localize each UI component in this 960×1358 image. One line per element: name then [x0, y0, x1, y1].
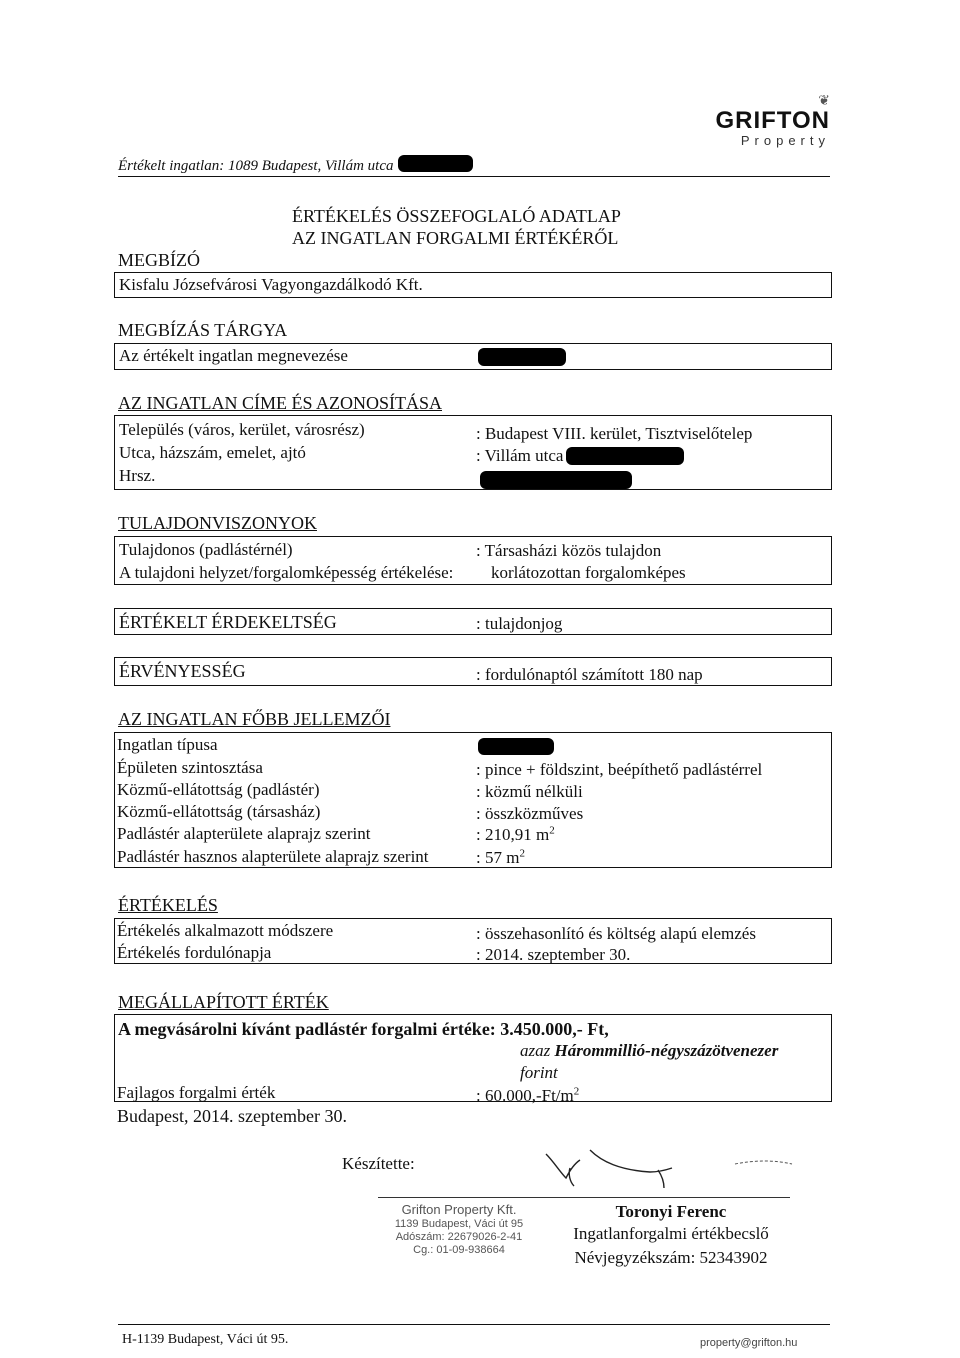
stamp-address: 1139 Budapest, Váci út 95 — [394, 1218, 524, 1230]
document-date: Budapest, 2014. szeptember 30. — [117, 1106, 347, 1126]
jellemzo-row-2-value: : pince + földszint, beépíthető padlástérrel — [476, 760, 763, 779]
megallapitott-words: azaz Hárommillió-négyszázötvenezer — [520, 1041, 779, 1060]
section-tulajdon: TULAJDONVISZONYOK — [118, 513, 317, 533]
section-jellemzok: AZ INGATLAN FŐBB JELLEMZŐI — [118, 709, 391, 729]
redaction-bar — [480, 471, 632, 489]
ervenyesseg-label: ÉRVÉNYESSÉG — [119, 661, 246, 681]
redaction-bar — [398, 155, 473, 172]
cim-row-2-label: Utca, házszám, emelet, ajtó — [119, 443, 306, 462]
signer-name: Toronyi Ferenc — [615, 1202, 727, 1221]
signer-registration: Névjegyzékszám: 52343902 — [574, 1248, 768, 1267]
cim-row-3-label: Hrsz. — [119, 466, 156, 485]
section-megallapitott: MEGÁLLAPÍTOTT ÉRTÉK — [118, 992, 329, 1012]
tulajdon-row-1-value: : Társasházi közös tulajdon — [476, 541, 662, 560]
ertekeles-row-2-value: : 2014. szeptember 30. — [476, 945, 631, 964]
section-cim: AZ INGATLAN CÍME ÉS AZONOSÍTÁSA — [118, 393, 442, 413]
megallapitott-forint: forint — [520, 1063, 558, 1082]
megallapitott-main: A megvásárolni kívánt padlástér forgalmi értéke: 3.450.000,- Ft, — [118, 1019, 609, 1039]
section-megbizo: MEGBÍZÓ — [118, 250, 200, 270]
logo-main: GRIFTON — [715, 107, 830, 134]
megbizo-value: Kisfalu Józsefvárosi Vagyongazdálkodó Kft. — [119, 275, 423, 294]
fajlagos-value: : $60.000,-Ft/m^2$ — [476, 1085, 580, 1105]
title-line-2: AZ INGATLAN FORGALMI ÉRTÉKÉRŐL — [292, 228, 619, 248]
section-ertekeles: ÉRTÉKELÉS — [118, 895, 218, 915]
ertekeles-row-2-label: Értékelés fordulónapja — [117, 943, 272, 962]
footer-rule — [118, 1324, 830, 1325]
tulajdon-row-2-label: A tulajdoni helyzet/forgalomképesség értékelése: — [119, 563, 454, 582]
cim-row-2-value: : Villám utca — [476, 446, 564, 465]
footer-email: property@grifton.hu — [700, 1337, 798, 1349]
jellemzo-row-6-value: : 57 $m^2$ — [476, 847, 525, 867]
erdekeltseg-label: ÉRTÉKELT ÉRDEKELTSÉG — [119, 612, 337, 632]
tulajdon-row-2-value: korlátozottan forgalomképes — [491, 563, 686, 582]
redaction-bar — [478, 348, 566, 366]
tulajdon-row-1-label: Tulajdonos (padlástérnél) — [119, 540, 293, 559]
stamp-company: Grifton Property Kft. — [401, 1202, 517, 1217]
ertekeles-row-1-label: Értékelés alkalmazott módszere — [117, 921, 334, 940]
jellemzo-row-4-label: Közmű-ellátottság (társasház) — [117, 802, 321, 821]
megbizas-label: Az értékelt ingatlan megnevezése — [119, 346, 348, 365]
signer-role: Ingatlanforgalmi értékbecslő — [573, 1224, 769, 1243]
prepared-by-label: Készítette: — [342, 1154, 415, 1173]
stamp-tax: Adószám: 22679026-2-41 — [395, 1231, 523, 1243]
signature-rule — [378, 1197, 790, 1198]
erdekeltseg-value: : tulajdonjog — [476, 614, 563, 633]
footer-address: H-1139 Budapest, Váci út 95. — [122, 1332, 289, 1347]
jellemzo-row-3-value: : közmű nélküli — [476, 782, 583, 801]
redaction-bar — [566, 447, 684, 465]
jellemzo-row-3-label: Közmű-ellátottság (padlástér) — [117, 780, 320, 799]
fajlagos-label: Fajlagos forgalmi érték — [117, 1083, 276, 1102]
jellemzo-row-4-value: : összközműves — [476, 804, 584, 823]
ertekeles-row-1-value: : összehasonlító és költség alapú elemzés — [476, 924, 756, 943]
logo — [700, 92, 830, 148]
jellemzo-row-2-label: Épületen szintosztása — [117, 758, 263, 777]
cim-row-1-value: : Budapest VIII. kerület, Tisztviselőtelep — [476, 424, 753, 443]
stamp-cg: Cg.: 01-09-938664 — [413, 1244, 505, 1256]
logo-leaf-icon: ❦ — [818, 92, 830, 108]
ervenyesseg-value: : fordulónaptól számított 180 nap — [476, 665, 703, 684]
company-stamp — [372, 1202, 546, 1257]
jellemzo-row-6-label: Padlástér hasznos alapterülete alaprajz szerint — [117, 847, 429, 866]
header-rule — [118, 176, 830, 177]
jellemzo-row-1-label: Ingatlan típusa — [117, 735, 218, 754]
cim-row-1-label: Település (város, kerület, városrész) — [119, 420, 365, 439]
jellemzo-row-5-label: Padlástér alapterülete alaprajz szerint — [117, 824, 371, 843]
logo-sub: Property — [740, 133, 830, 148]
jellemzo-row-5-value: : 210,91 $m^2$ — [476, 824, 555, 844]
title-line-1: ÉRTÉKELÉS ÖSSZEFOGLALÓ ADATLAP — [292, 206, 621, 226]
evaluated-property-line: Értékelt ingatlan: 1089 Budapest, Villám utca — [118, 158, 394, 174]
handwritten-signature — [540, 1142, 810, 1192]
redaction-bar — [478, 738, 554, 755]
section-megbizas: MEGBÍZÁS TÁRGYA — [118, 320, 288, 340]
signer-block — [556, 1202, 786, 1270]
